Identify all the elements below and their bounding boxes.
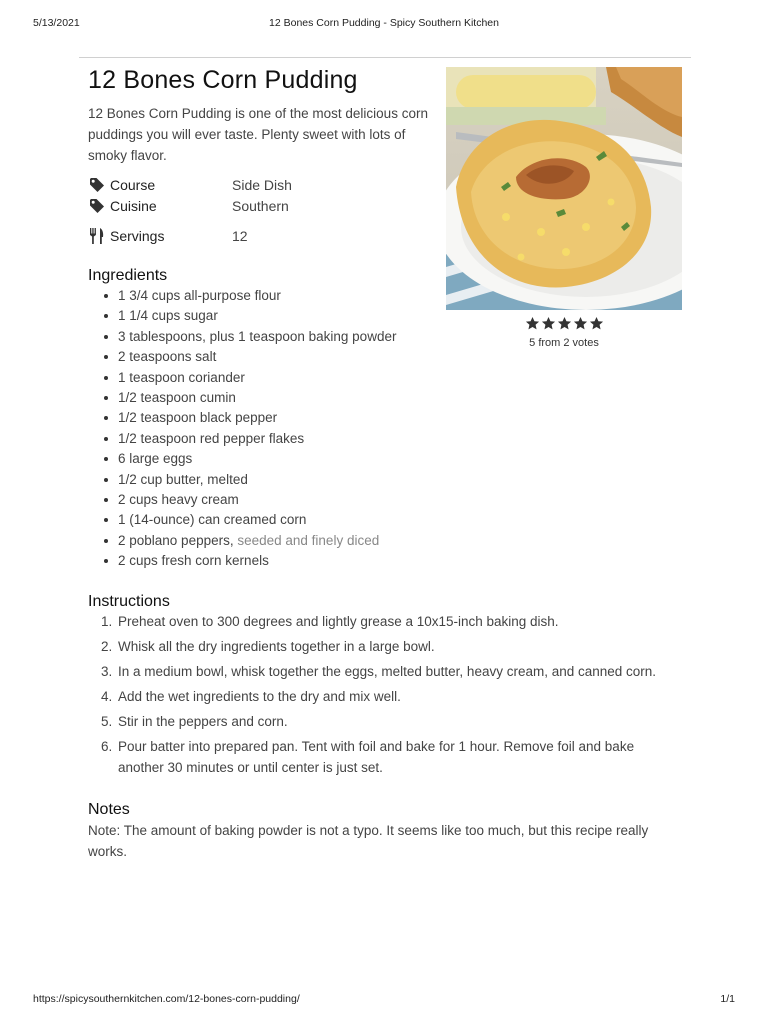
instruction-step [88,687,668,708]
bullet-icon [104,478,108,482]
servings-value: 12 [232,228,248,244]
ingredient-item [88,510,428,530]
step-text: Add the wet ingredients to the dry and mix well. [118,689,401,705]
ingredients-list [88,286,428,571]
instructions-heading: Instructions [88,593,170,610]
servings-label: Servings [110,228,165,244]
ingredient-text: 2 cups fresh corn kernels [118,553,269,569]
bullet-icon [104,457,108,461]
bullet-icon [104,539,108,543]
star-icon[interactable] [525,316,540,331]
print-page-count: 1/1 [720,993,735,1005]
ingredient-text: 1 1/4 cups sugar [118,308,218,324]
bullet-icon [104,416,108,420]
ingredient-text: 1 teaspoon coriander [118,369,245,385]
tag-icon [88,197,106,215]
print-page-title: 12 Bones Corn Pudding - Spicy Southern Kitchen [269,17,499,29]
step-number: 1. [101,614,113,629]
bullet-icon [104,559,108,563]
print-footer [33,993,735,1007]
step-text: Preheat oven to 300 degrees and lightly grease a 10x15-inch baking dish. [118,614,559,629]
ingredient-text: 2 poblano peppers, [118,532,234,548]
step-number: 4. [101,689,113,705]
ingredient-note: seeded and finely diced [237,532,380,548]
bullet-icon [104,376,108,380]
step-text: Stir in the peppers and corn. [118,714,288,730]
ingredient-text: 2 cups heavy cream [118,491,239,507]
star-icon[interactable] [557,316,572,331]
meta-servings [88,226,248,246]
course-value: Side Dish [232,177,292,193]
star-icon[interactable] [573,316,588,331]
instructions-list [88,612,668,783]
ingredient-item [88,551,428,571]
ingredient-item [88,368,428,388]
step-number: 6. [101,739,113,755]
ingredient-item [88,449,428,469]
instruction-step [88,637,668,658]
ingredient-text: 1 (14-ounce) can creamed corn [118,512,307,528]
ingredient-text: 3 tablespoons, plus 1 teaspoon baking powder [118,328,397,344]
recipe-photo [446,67,682,310]
course-label: Course [110,177,156,193]
ingredient-text: 1/2 teaspoon red pepper flakes [118,430,305,446]
meta-cuisine [88,196,289,216]
cuisine-label: Cuisine [110,198,157,214]
bullet-icon [104,518,108,522]
star-icon[interactable] [541,316,556,331]
rating-stars[interactable] [446,316,682,331]
step-number: 5. [101,714,113,730]
cuisine-value: Southern [232,198,289,214]
instruction-step [88,662,668,683]
ingredient-item [88,408,428,428]
print-url: https://spicysouthernkitchen.com/12-bones-corn-pudding/ [33,993,300,1005]
instruction-step [88,712,668,733]
ingredient-item [88,306,428,326]
ingredient-text: 1 3/4 cups all-purpose flour [118,288,281,303]
ingredient-item [88,286,428,306]
meta-course [88,175,292,195]
ingredient-item [88,470,428,490]
ingredient-text: 1/2 teaspoon cumin [118,389,236,405]
ingredient-item [88,327,428,347]
notes-heading: Notes [88,801,130,818]
ingredient-text: 6 large eggs [118,451,193,467]
ingredient-item [88,347,428,367]
ingredient-item [88,388,428,408]
fork-knife-icon [88,227,106,245]
step-text: In a medium bowl, whisk together the eggs, melted butter, heavy cream, and canned corn. [118,664,657,680]
step-text: Whisk all the dry ingredients together in a large bowl. [118,639,435,655]
top-divider [79,57,691,58]
ingredient-text: 1/2 cup butter, melted [118,471,248,487]
recipe-rating [446,316,682,349]
bullet-icon [104,335,108,339]
ingredient-item [88,531,428,551]
step-number: 3. [101,664,113,680]
tag-icon [88,176,106,194]
ingredients-heading: Ingredients [88,267,168,284]
star-icon[interactable] [589,316,604,331]
notes-text: Note: The amount of baking powder is not a typo. It seems like too much, but this recipe really works. [88,823,649,859]
step-text: Pour batter into prepared pan. Tent with foil and bake for 1 hour. Remove foil and bake another 30 minutes or until center is just set. [118,739,635,775]
print-date: 5/13/2021 [33,17,80,29]
bullet-icon [104,355,108,359]
ingredient-text: 2 teaspoons salt [118,349,217,365]
bullet-icon [104,314,108,318]
ingredient-item [88,429,428,449]
bullet-icon [104,396,108,400]
rating-text: 5 from 2 votes [529,337,599,349]
print-header [33,17,735,31]
bullet-icon [104,437,108,441]
ingredient-item [88,490,428,510]
ingredient-text: 1/2 teaspoon black pepper [118,410,278,426]
recipe-title: 12 Bones Corn Pudding [88,66,358,94]
bullet-icon [104,294,108,298]
step-number: 2. [101,639,113,655]
recipe-summary: 12 Bones Corn Pudding is one of the most delicious corn puddings you will ever taste. Plenty sweet with lots of smoky flavor. [88,106,428,163]
instruction-step [88,612,668,633]
bullet-icon [104,498,108,502]
instruction-step [88,737,668,778]
